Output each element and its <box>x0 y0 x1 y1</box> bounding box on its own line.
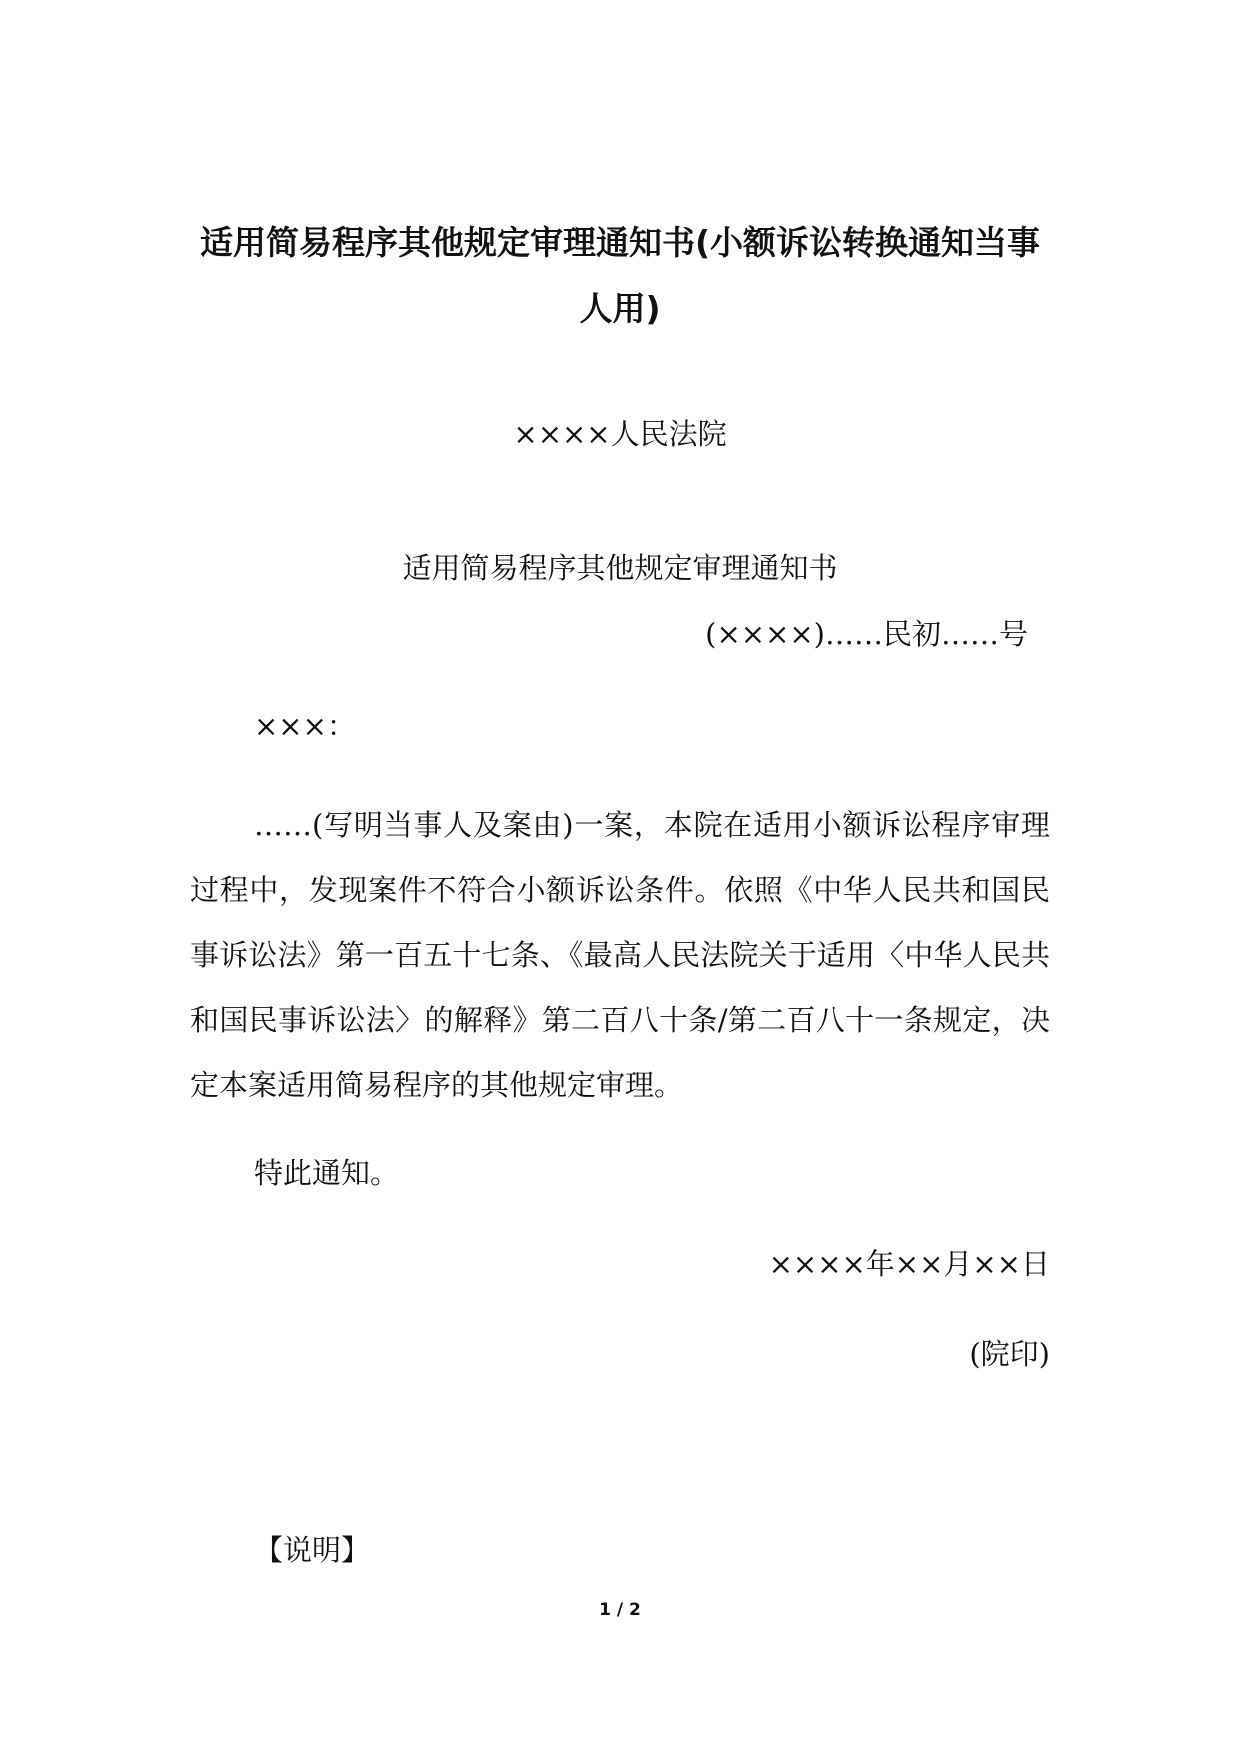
court-seal-placeholder: (院印) <box>969 1337 1050 1371</box>
closing-phrase: 特此通知。 <box>254 1156 400 1190</box>
body-paragraph: ……(写明当事人及案由)一案，本院在适用小额诉讼程序审理过程中，发现案件不符合小额诉讼条件。依照《中华人民共和国民事诉讼法》第一百五十七条、《最高人民法院关于适用〈中华人民共和国民事诉讼法〉的解释》第二百八十条/第二百八十一条规定，决定本案适用简易程序的其他规定审理。 <box>190 808 1050 1102</box>
note-heading: 【说明】 <box>254 1533 371 1567</box>
court-name: ××××人民法院 <box>513 417 727 451</box>
notice-name: 适用简易程序其他规定审理通知书 <box>402 551 838 585</box>
addressee: ×××： <box>254 709 356 743</box>
date-line: ××××年××月××日 <box>768 1247 1050 1281</box>
case-number: (××××)……民初……号 <box>705 617 1028 651</box>
document-title: 适用简易程序其他规定审理通知书(小额诉讼转换通知当事人用) <box>199 223 1041 328</box>
page-indicator: 1 / 2 <box>599 1600 641 1620</box>
